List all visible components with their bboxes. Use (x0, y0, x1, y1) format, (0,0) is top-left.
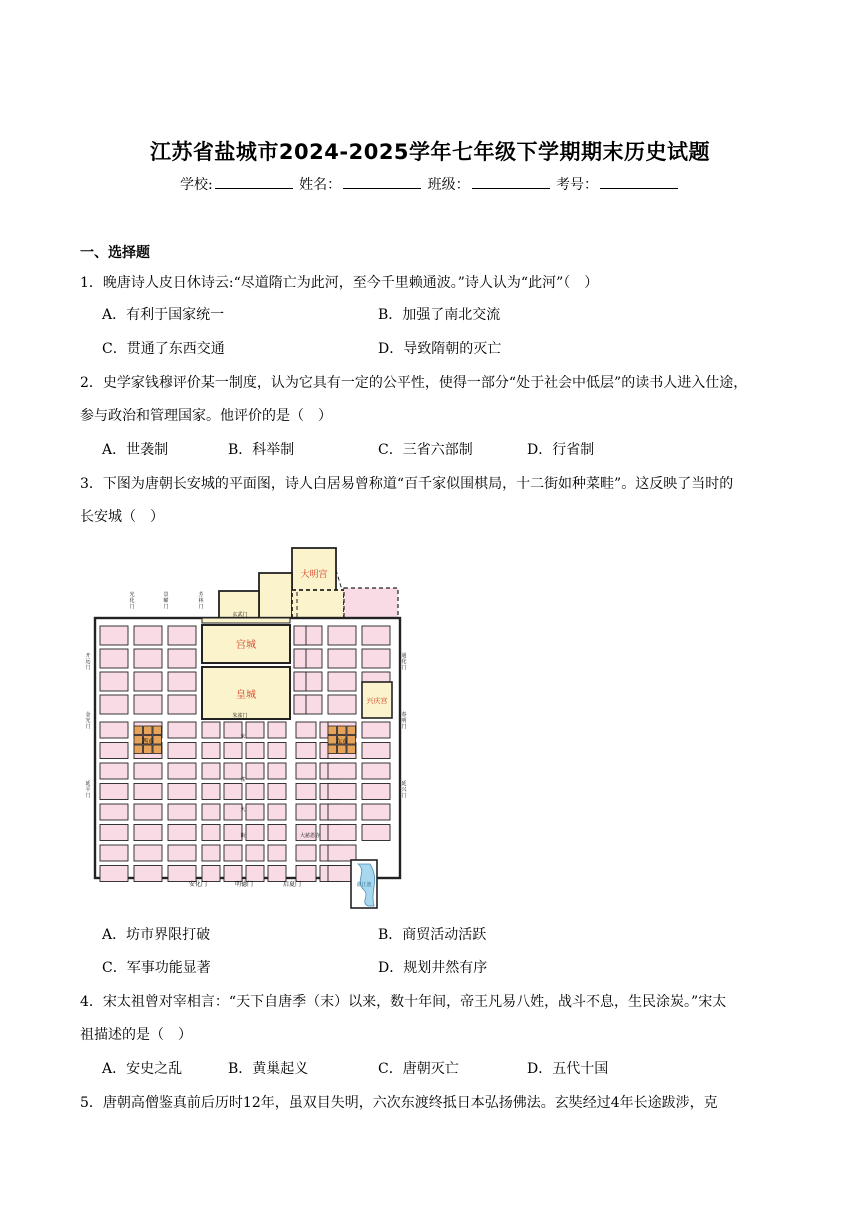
ward-block (296, 845, 316, 861)
school-blank[interactable] (215, 176, 293, 189)
question-4-option-c[interactable]: C．唐朝灭亡 (378, 1061, 459, 1077)
ward-block (224, 804, 242, 820)
ward-block (134, 866, 162, 882)
ward-block (268, 763, 286, 779)
exam-title: 江苏省盐城市2024-2025学年七年级下学期期末历史试题 (149, 140, 711, 164)
ward-block (328, 825, 356, 841)
ward-block (100, 672, 128, 691)
ward-block (362, 784, 390, 800)
ward-block (328, 845, 356, 861)
ward-block (328, 763, 356, 779)
exam-no-blank[interactable] (600, 176, 678, 189)
ward-block (168, 784, 196, 800)
ward-block (168, 825, 196, 841)
ward-block (224, 825, 242, 841)
school-label: 学校: (179, 177, 213, 193)
gate-yanxing: 延兴门 (401, 781, 407, 799)
ward-block (268, 825, 286, 841)
ward-block (328, 672, 356, 691)
ward-block (362, 825, 390, 841)
gate-qixia: 启夏门 (282, 881, 302, 888)
ward-block (294, 672, 306, 691)
ward-block (268, 845, 286, 861)
question-5-stem-line-1: 5．唐朝高僧鉴真前后历时12年，虽双目失明，六次东渡终抵日本弘扬佛法。玄奘经过4年长途跋涉，克 (80, 1095, 718, 1111)
ward-block (246, 722, 264, 738)
gate-kaiyuan: 开远门 (85, 653, 91, 671)
ward-block (134, 763, 162, 779)
question-3-option-b[interactable]: B．商贸活动活跃 (378, 927, 487, 943)
ward-block (224, 866, 242, 882)
ward-block (168, 866, 196, 882)
ward-block (100, 763, 128, 779)
west-market-block (153, 726, 162, 735)
ward-block (134, 672, 162, 691)
question-1-stem: 1．晚唐诗人皮日休诗云:“尽道隋亡为此河，至今千里赖通波。”诗人认为“此河”（ ） (80, 275, 599, 291)
question-2-stem-line-2: 参与政治和管理国家。他评价的是（ ） (80, 408, 332, 424)
west-market-label: 西市 (141, 738, 155, 746)
ward-block (168, 804, 196, 820)
ward-block (202, 825, 220, 841)
daming-palace-west (259, 573, 292, 622)
gate-xuanwu: 玄武门 (232, 612, 248, 618)
gate-jingyao: 景曜门 (163, 592, 169, 610)
ward-block (268, 784, 286, 800)
ward-block (294, 626, 306, 645)
ward-block (134, 649, 162, 668)
west-market (134, 726, 162, 754)
ward-block (100, 743, 128, 759)
name-label: 姓名： (299, 177, 342, 193)
ward-block (202, 845, 220, 861)
question-4-option-b[interactable]: B．黄巢起义 (228, 1061, 309, 1077)
ward-block (296, 784, 316, 800)
ward-block (100, 784, 128, 800)
ward-block (246, 804, 264, 820)
ward-block (168, 743, 196, 759)
ward-block (328, 784, 356, 800)
name-blank[interactable] (343, 176, 421, 189)
ward-block (168, 763, 196, 779)
class-label: 班级： (427, 177, 470, 193)
gate-chunming: 春明门 (401, 712, 407, 730)
east-market-block (347, 726, 356, 735)
gate-fanglin: 芳林门 (198, 592, 204, 610)
ward-block (224, 722, 242, 738)
west-market-block (153, 736, 162, 745)
ward-block (296, 722, 316, 738)
street-label-4: 街 (240, 833, 246, 839)
ward-block (362, 649, 390, 668)
ward-block (134, 845, 162, 861)
ward-block (100, 722, 128, 738)
ward-block (168, 695, 196, 714)
question-3-option-c[interactable]: C．军事功能显著 (102, 960, 211, 976)
map-label-imperial-city: 皇城 (236, 690, 256, 701)
ward-block (202, 743, 220, 759)
ward-block (296, 804, 316, 820)
map-label-daming-palace: 大明宫 (300, 570, 328, 580)
ward-block (224, 743, 242, 759)
ward-block (246, 763, 264, 779)
gate-yanping: 延平门 (85, 781, 91, 799)
ward-block (134, 695, 162, 714)
east-market-block (328, 726, 337, 735)
west-market-block (144, 726, 153, 735)
ward-block (168, 626, 196, 645)
question-4-stem-line-2: 祖描述的是（ ） (80, 1027, 192, 1043)
ward-block (224, 845, 242, 861)
question-2-option-b[interactable]: B．科举制 (228, 442, 295, 458)
ward-block (168, 845, 196, 861)
question-2-option-a[interactable]: A．世袭制 (102, 442, 169, 458)
question-3-option-d[interactable]: D．规划井然有序 (378, 960, 488, 976)
ward-block (224, 784, 242, 800)
map-label-xingqing-palace: 兴庆宫 (366, 697, 388, 705)
question-3-option-a[interactable]: A．坊市界限打破 (102, 927, 211, 943)
ward-block (202, 804, 220, 820)
street-label-1: 朱 (240, 734, 246, 740)
ward-block (134, 626, 162, 645)
map-label-dacien-temple: 大慈恩寺 (299, 833, 321, 839)
question-4-stem-line-1: 4．宋太祖曾对宰相言：“天下自唐季（末）以来，数十年间，帝王凡易八姓，战斗不息，生民涂炭。”宋太 (80, 994, 727, 1010)
ward-block (362, 804, 390, 820)
east-market-block (338, 726, 347, 735)
ward-block (168, 722, 196, 738)
gate-mingde: 明德门 (234, 881, 254, 888)
map-label-qujiang: 曲江池 (356, 882, 372, 888)
ward-block (362, 743, 390, 759)
west-market-block (134, 726, 143, 735)
gate-jinguang: 金光门 (85, 712, 91, 730)
ward-block (100, 804, 128, 820)
ward-block (246, 866, 264, 882)
question-4-option-a[interactable]: A．安史之乱 (102, 1061, 183, 1077)
ward-block (246, 825, 264, 841)
ward-block (134, 804, 162, 820)
ward-block (168, 672, 196, 691)
question-3-stem-line-2: 长安城（ ） (80, 509, 164, 525)
question-4-option-d[interactable]: D．五代十国 (527, 1061, 609, 1077)
ward-block (100, 825, 128, 841)
ward-block (246, 743, 264, 759)
ward-block (268, 743, 286, 759)
gate-anhua: 安化门 (188, 881, 208, 888)
question-3-stem-line-1: 3．下图为唐朝长安城的平面图，诗人白居易曾称道“百千家似围棋局，十二街如种菜畦”。这反映了当时的 (80, 476, 734, 492)
ward-block (268, 804, 286, 820)
question-1-option-a[interactable]: A．有利于国家统一 (102, 307, 225, 323)
ward-block (202, 784, 220, 800)
ward-block (246, 845, 264, 861)
section-title: 一、选择题 (80, 245, 150, 261)
question-1-option-b[interactable]: B．加强了南北交流 (378, 307, 501, 323)
ward-block (202, 763, 220, 779)
question-2-option-c[interactable]: C．三省六部制 (378, 442, 473, 458)
question-1-option-c[interactable]: C．贯通了东西交通 (102, 341, 225, 357)
gate-tonghua: 通化门 (401, 653, 407, 671)
ward-block (134, 825, 162, 841)
street-label-3: 大 (240, 807, 246, 813)
gate-zhuque: 朱雀门 (232, 713, 248, 719)
ward-block (100, 649, 128, 668)
map-label-palace-city: 宫城 (236, 640, 256, 651)
class-blank[interactable] (472, 176, 550, 189)
ward-block (100, 866, 128, 882)
west-market-block (144, 745, 153, 754)
ward-block (224, 763, 242, 779)
west-market-block (134, 745, 143, 754)
ward-block (100, 845, 128, 861)
east-market-block (338, 745, 347, 754)
ward-block (202, 722, 220, 738)
ward-block (362, 763, 390, 779)
ward-block (294, 649, 306, 668)
ward-block (362, 626, 390, 645)
ward-block (296, 743, 316, 759)
ward-block (328, 649, 356, 668)
ward-block (268, 866, 286, 882)
ward-block (100, 695, 128, 714)
ward-block (268, 722, 286, 738)
ward-block (202, 866, 220, 882)
ward-block (294, 695, 306, 714)
ward-block (328, 626, 356, 645)
student-info-line (0, 174, 860, 194)
ward-block (100, 626, 128, 645)
east-market-label: 东市 (335, 738, 349, 746)
question-2-stem-line-1: 2．史学家钱穆评价某一制度，认为它具有一定的公平性，使得一部分“处于社会中低层”的读书人进入仕途， (80, 375, 748, 391)
question-1-option-d[interactable]: D．导致隋朝的灭亡 (378, 341, 502, 357)
ward-block (328, 804, 356, 820)
east-market (328, 726, 356, 754)
west-market-block (153, 745, 162, 754)
ward-block (296, 763, 316, 779)
question-2-option-d[interactable]: D．行省制 (527, 442, 595, 458)
gate-guanghua: 光化门 (129, 592, 135, 610)
east-market-block (347, 736, 356, 745)
ward-block (362, 722, 390, 738)
changan-city-map (85, 540, 408, 912)
exam-no-label: 考号： (556, 177, 599, 193)
ward-block (168, 649, 196, 668)
ward-block (296, 866, 316, 882)
east-market-block (347, 745, 356, 754)
ward-block (246, 784, 264, 800)
street-label-2: 雀 (240, 777, 246, 783)
ward-block (134, 784, 162, 800)
east-market-block (328, 745, 337, 754)
ward-block (328, 695, 356, 714)
